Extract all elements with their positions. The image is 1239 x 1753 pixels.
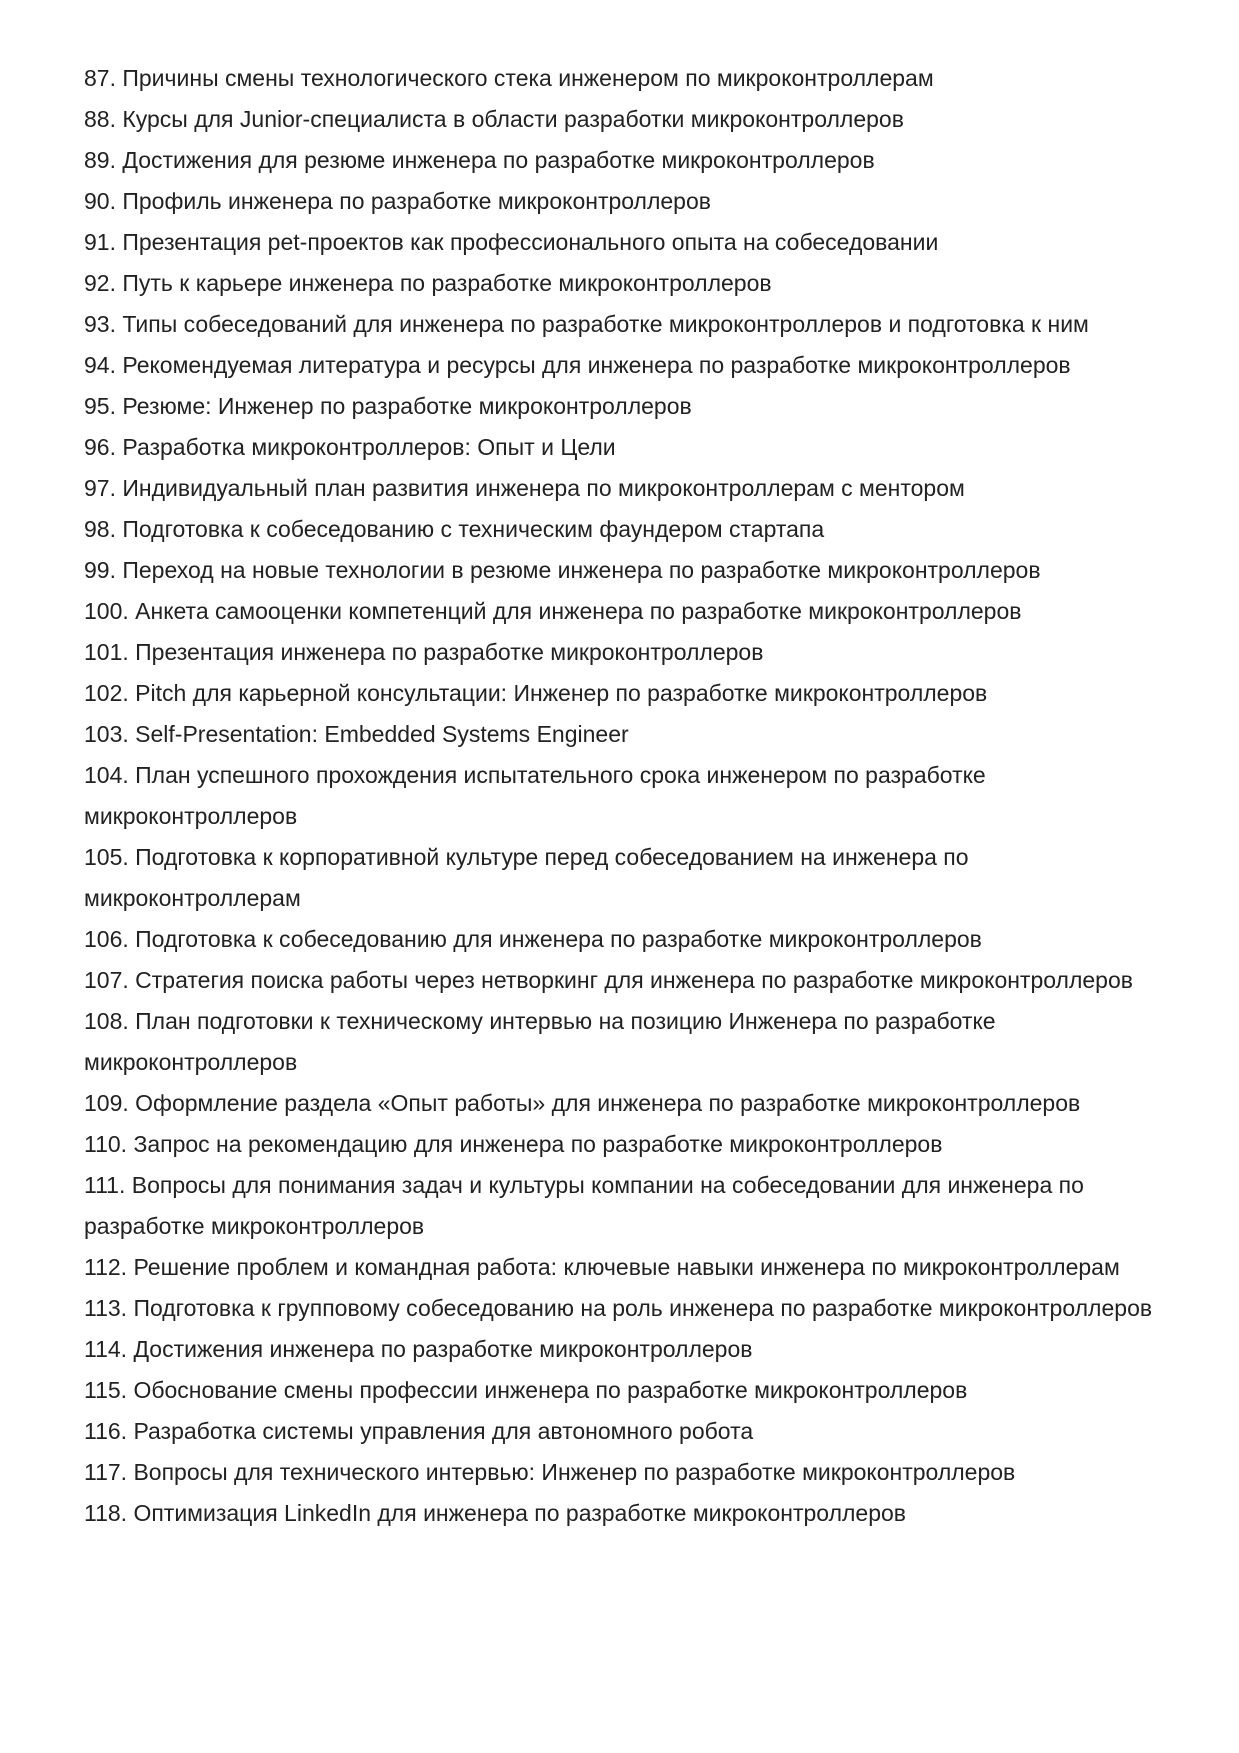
list-item: 110. Запрос на рекомендацию для инженера по разработке микроконтроллеров <box>84 1131 943 1157</box>
list-item: 111. Вопросы для понимания задач и культуры компании на собеседовании для инженера по разработке микроконтроллеров <box>84 1172 1084 1239</box>
list-item: 101. Презентация инженера по разработке микроконтроллеров <box>84 639 764 665</box>
list-item: 105. Подготовка к корпоративной культуре перед собеседованием на инженера по микроконтроллерам <box>84 844 969 911</box>
list-item: 91. Презентация pet-проектов как профессионального опыта на собеседовании <box>84 229 939 255</box>
list-item: 114. Достижения инженера по разработке микроконтроллеров <box>84 1336 753 1362</box>
list-item: 94. Рекомендуемая литература и ресурсы для инженера по разработке микроконтроллеров <box>84 352 1071 378</box>
list-item: 90. Профиль инженера по разработке микроконтроллеров <box>84 188 711 214</box>
list-item: 104. План успешного прохождения испытательного срока инженером по разработке микроконтроллеров <box>84 762 986 829</box>
list-item: 116. Разработка системы управления для автономного робота <box>84 1418 754 1444</box>
list-item: 109. Оформление раздела «Опыт работы» для инженера по разработке микроконтроллеров <box>84 1090 1081 1116</box>
list-item: 93. Типы собеседований для инженера по разработке микроконтроллеров и подготовка к ним <box>84 311 1089 337</box>
list-item: 99. Переход на новые технологии в резюме инженера по разработке микроконтроллеров <box>84 557 1041 583</box>
list-item: 95. Резюме: Инженер по разработке микроконтроллеров <box>84 393 692 419</box>
list-item: 100. Анкета самооценки компетенций для инженера по разработке микроконтроллеров <box>84 598 1022 624</box>
list-item: 112. Решение проблем и командная работа: ключевые навыки инженера по микроконтроллерам <box>84 1254 1120 1280</box>
list-item: 98. Подготовка к собеседованию с техническим фаундером стартапа <box>84 516 825 542</box>
list-item: 97. Индивидуальный план развития инженера по микроконтроллерам с ментором <box>84 475 965 501</box>
list-item: 103. Self-Presentation: Embedded Systems Engineer <box>84 721 629 747</box>
list-item: 102. Pitch для карьерной консультации: Инженер по разработке микроконтроллеров <box>84 680 988 706</box>
list-item: 106. Подготовка к собеседованию для инженера по разработке микроконтроллеров <box>84 926 982 952</box>
list-item: 117. Вопросы для технического интервью: Инженер по разработке микроконтроллеров <box>84 1459 1016 1485</box>
list-item: 87. Причины смены технологического стека инженером по микроконтроллерам <box>84 65 934 91</box>
list-item: 113. Подготовка к групповому собеседованию на роль инженера по разработке микроконтроллеров <box>84 1295 1153 1321</box>
list-item: 107. Стратегия поиска работы через нетворкинг для инженера по разработке микроконтроллеров <box>84 967 1133 993</box>
list-item: 118. Оптимизация LinkedIn для инженера по разработке микроконтроллеров <box>84 1500 907 1526</box>
list-item: 115. Обоснование смены профессии инженера по разработке микроконтроллеров <box>84 1377 968 1403</box>
list-item: 108. План подготовки к техническому интервью на позицию Инженера по разработке микроконтроллеров <box>84 1008 996 1075</box>
list-item: 92. Путь к карьере инженера по разработке микроконтроллеров <box>84 270 772 296</box>
list-item: 96. Разработка микроконтроллеров: Опыт и Цели <box>84 434 616 460</box>
document-list <box>84 58 1159 1534</box>
list-item: 89. Достижения для резюме инженера по разработке микроконтроллеров <box>84 147 875 173</box>
list-item: 88. Курсы для Junior-специалиста в области разработки микроконтроллеров <box>84 106 904 132</box>
